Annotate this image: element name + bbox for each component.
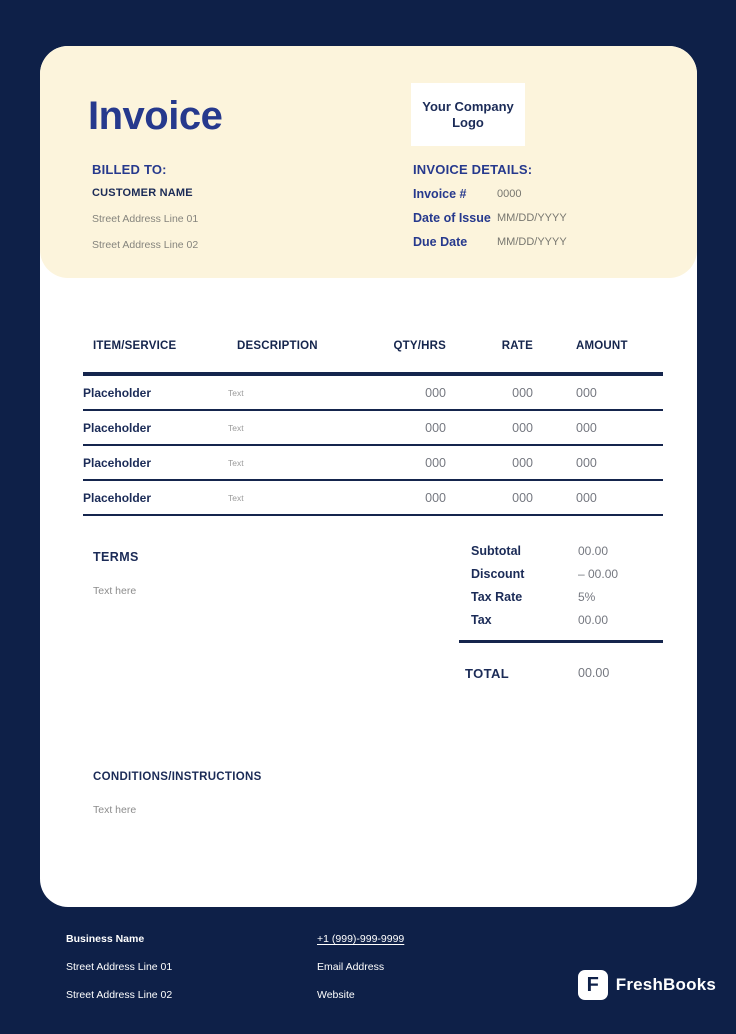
description-cell: Text [228,492,244,503]
rate-cell: 000 [512,385,533,400]
item-cell: Placeholder [83,385,152,400]
totals-divider [459,640,663,643]
description-cell: Text [228,457,244,468]
invoice-details-section [413,162,567,259]
tax-row [459,613,663,627]
col-header-item-service: ITEM/SERVICE [93,340,177,352]
totals-section [459,544,663,681]
terms-heading: TERMS [93,550,139,564]
table-header-row [83,340,663,376]
date-of-issue-label: Date of Issue [413,211,491,225]
terms-and-totals [83,544,663,681]
footer-business-column [66,932,317,1034]
subtotal-label: Subtotal [471,544,521,558]
conditions-section [93,771,663,816]
phone-number[interactable]: +1 (999)-999-9999 [317,933,405,945]
table-row [83,376,663,411]
invoice-header [40,46,697,278]
company-logo-placeholder [411,83,525,146]
invoice-details-heading: INVOICE DETAILS: [413,162,533,177]
tax-rate-label: Tax Rate [471,590,523,604]
subtotal-value: 00.00 [578,544,609,558]
description-cell: Text [228,387,244,398]
invoice-number-label: Invoice # [413,187,467,201]
freshbooks-logo-icon: F [578,970,608,1000]
customer-address-line1: Street Address Line 01 [92,213,199,225]
billed-to-heading: BILLED TO: [92,162,167,177]
col-header-rate: RATE [501,340,533,352]
tax-label: Tax [471,613,492,627]
table-row [83,481,663,516]
customer-name: CUSTOMER NAME [92,187,193,199]
col-header-amount: AMOUNT [576,340,628,352]
terms-section [83,544,459,681]
business-address-line2: Street Address Line 02 [66,989,173,1001]
page-footer [0,907,736,1034]
business-address-line1: Street Address Line 01 [66,961,173,973]
logo-text-line2: Logo [452,114,484,130]
billed-to-section [92,162,198,265]
invoice-number-value: 0000 [497,188,522,200]
subtotal-row [459,544,663,558]
tax-rate-value: 5% [578,590,596,604]
website: Website [317,989,355,1001]
footer-contact-column [317,932,578,1034]
total-row [459,666,663,681]
rate-cell: 000 [512,455,533,470]
invoice-number-row [413,187,567,201]
invoice-title: Invoice [88,94,223,138]
line-items-table [83,340,663,516]
qty-cell: 000 [425,420,446,435]
col-header-qty-hrs: QTY/HRS [393,340,446,352]
discount-row [459,567,663,581]
item-cell: Placeholder [83,490,152,505]
item-cell: Placeholder [83,420,152,435]
amount-cell: 000 [576,455,597,470]
table-row [83,446,663,481]
rate-cell: 000 [512,420,533,435]
total-value: 00.00 [578,666,610,680]
amount-cell: 000 [576,420,597,435]
logo-text-line1: Your Company [422,98,514,114]
rate-cell: 000 [512,490,533,505]
email-address: Email Address [317,961,385,973]
total-label: TOTAL [465,666,510,681]
date-of-issue-row [413,211,567,225]
qty-cell: 000 [425,490,446,505]
tax-value: 00.00 [578,613,609,627]
conditions-text: Text here [93,804,137,816]
business-name: Business Name [66,933,145,945]
due-date-value: MM/DD/YYYY [497,236,567,248]
description-cell: Text [228,422,244,433]
date-of-issue-value: MM/DD/YYYY [497,212,567,224]
qty-cell: 000 [425,385,446,400]
terms-text: Text here [93,585,137,597]
item-cell: Placeholder [83,455,152,470]
amount-cell: 000 [576,490,597,505]
due-date-label: Due Date [413,235,468,249]
table-row [83,411,663,446]
discount-value: – 00.00 [578,567,619,581]
col-header-description: DESCRIPTION [237,340,318,352]
customer-address-line2: Street Address Line 02 [92,239,199,251]
due-date-row [413,235,567,249]
amount-cell: 000 [576,385,597,400]
freshbooks-brand [578,970,716,1000]
invoice-card [40,46,697,907]
conditions-heading: CONDITIONS/INSTRUCTIONS [93,771,262,783]
discount-label: Discount [471,567,525,581]
qty-cell: 000 [425,455,446,470]
freshbooks-brand-name: FreshBooks [615,975,716,994]
tax-rate-row [459,590,663,604]
